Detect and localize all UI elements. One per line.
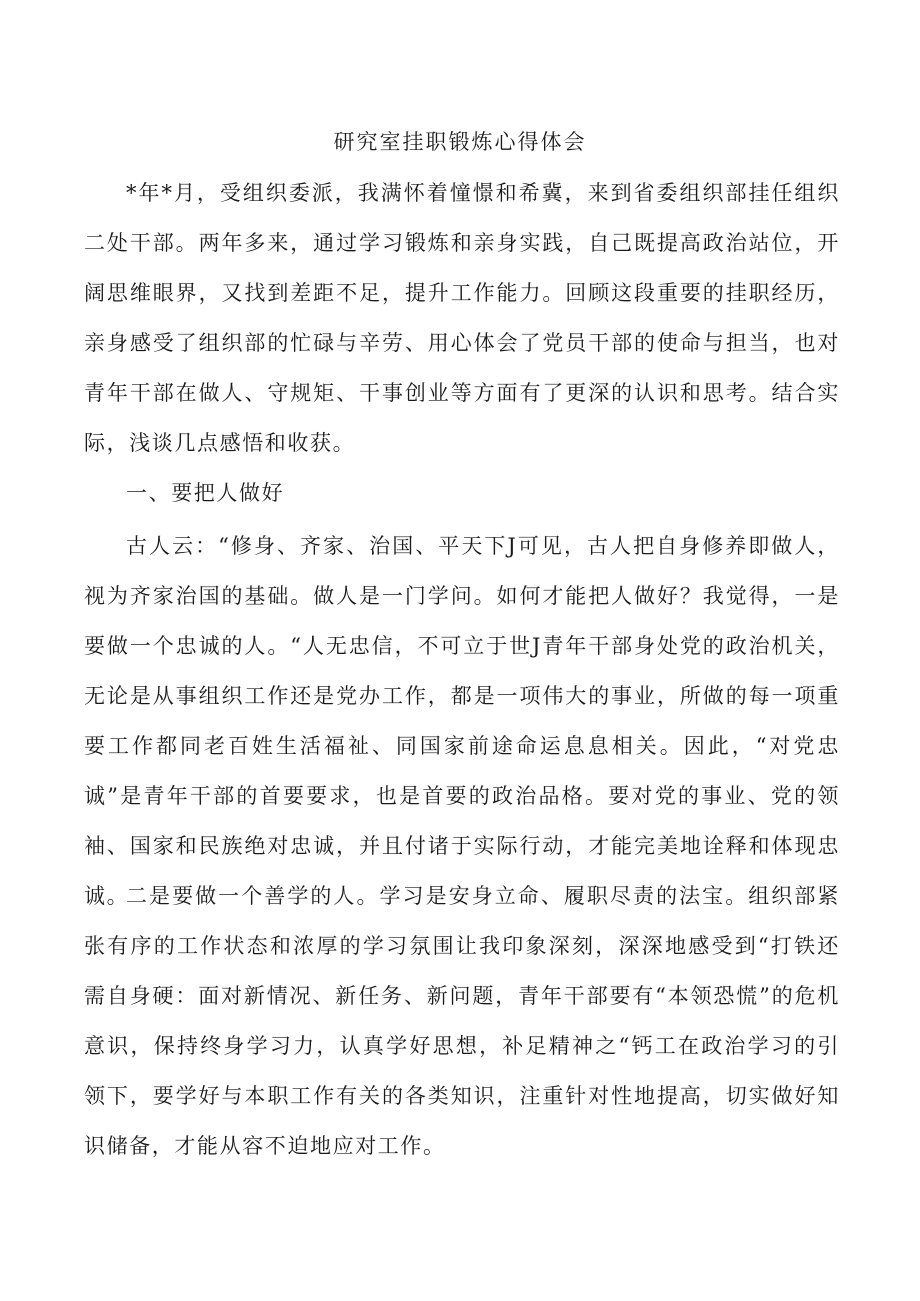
paragraph-learning: 二是要做一个善学的人。学习是安身立命、履职尽责的法宝。组织部紧张有序的工作状态和浓厚的学习氛围让我印象深刻，深深地感受到“打铁还需自身硬：面对新情况、新任务、新问题，青年干部要有“本领恐慌”的危机意识，保持终身学习力，认真学好思想，补足精神之“钙工在政治学习的引领下，要学好与本职工作有关的各类知识，注重针对性地提高，切实做好知识储备，才能从容不迫地应对工作。: [84, 884, 840, 1158]
paragraph-intro: *年*月，受组织委派，我满怀着憧憬和希冀，来到省委组织部挂任组织二处干部。两年多来，通过学习锻炼和亲身实践，自己既提高政治站位，开阔思维眼界，又找到差距不足，提升工作能力。回顾这段重要的挂职经历，亲身感受了组织部的忙碌与辛劳、用心体会了党员干部的使命与担当，也对青年干部在做人、守规矩、干事创业等方面有了更深的认识和思考。结合实际，浅谈几点感悟和收获。: [84, 181, 840, 455]
document-title: 研究室挂职锻炼心得体会: [333, 130, 587, 154]
paragraph-loyalty: 古人云：“修身、齐家、治国、平天下J可见，古人把自身修养即做人，视为齐家治国的基础。做人是一门学问。如何才能把人做好？我觉得，一是要做一个忠诚的人。“人无忠信，不可立于世J青年干部身处党的政治机关，无论是从事组织工作还是党办工作，都是一项伟大的事业，所做的每一项重要工作都同老百姓生活福祉、同国家前途命运息息相关。因此，“对党忠诚”是青年干部的首要要求，也是首要的政治品格。要对党的事业、党的领袖、国家和民族绝对忠诚，并且付诸于实际行动，才能完美地诠释和体现忠诚。: [84, 534, 840, 908]
section-heading-1: 一、要把人做好: [126, 481, 285, 505]
